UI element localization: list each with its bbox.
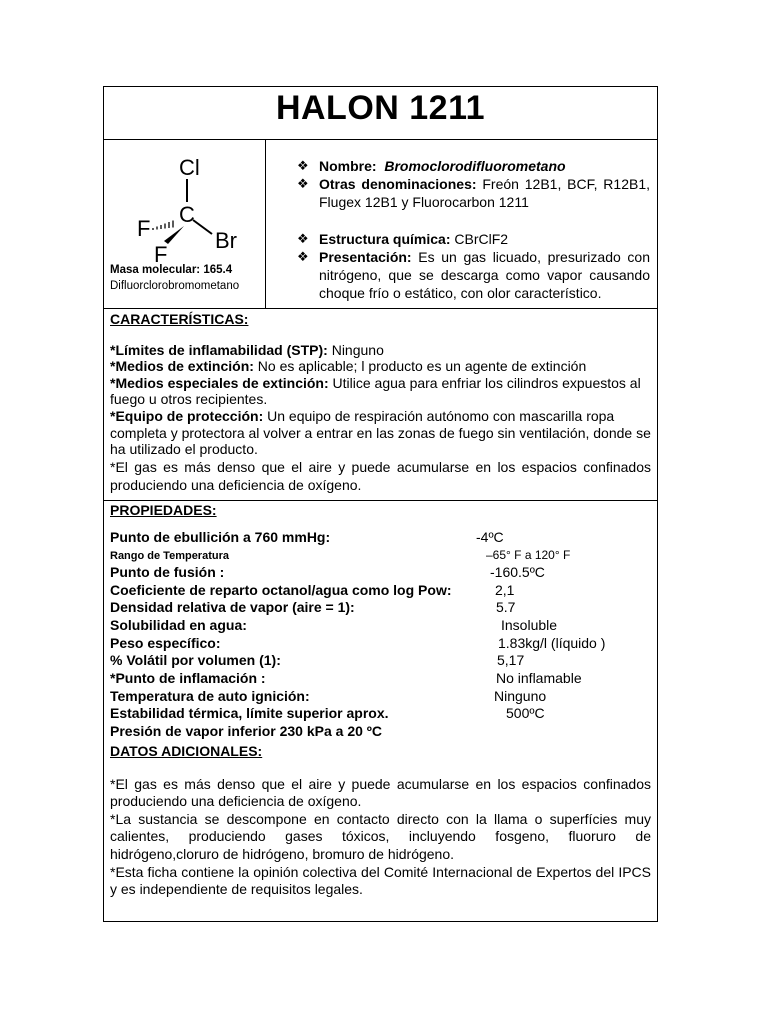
atom-cl: Cl <box>179 155 200 180</box>
property-label: Punto de ebullición a 760 mmHg: <box>110 528 331 545</box>
diamond-bullet-icon: ❖ <box>297 158 309 173</box>
additional-paragraph: *El gas es más denso que el aire y puede acumularse en los espacios confinados produciendo una deficiencia de oxígeno. <box>110 775 651 810</box>
characteristic-label: *Medios de extinción: <box>110 358 254 375</box>
property-label: Coeficiente de reparto octanol/agua como log Pow: <box>110 581 452 598</box>
identity-list <box>297 157 650 302</box>
property-label: *Punto de inflamación : <box>110 670 266 687</box>
section-title: CARACTERÍSTICAS: <box>110 311 249 327</box>
molecular-mass: Masa molecular: 165.4 <box>110 264 233 276</box>
diamond-bullet-icon: ❖ <box>297 248 309 264</box>
property-row <box>110 529 651 547</box>
property-value: 2,1 <box>495 581 515 598</box>
identity-item-estructura <box>297 230 650 248</box>
property-label: Densidad relativa de vapor (aire = 1): <box>110 599 355 616</box>
section-title: DATOS ADICIONALES: <box>110 743 263 759</box>
characteristics-row <box>104 309 657 501</box>
identity-label: Otras denominaciones: <box>319 176 477 193</box>
property-label: Estabilidad térmica, límite superior aprox. <box>110 705 389 722</box>
atom-f-bottom: F <box>154 242 168 262</box>
diamond-bullet-icon: ❖ <box>297 176 309 192</box>
property-row <box>110 546 651 564</box>
property-row <box>110 670 651 688</box>
property-value: 1.83kg/l (líquido ) <box>498 634 606 651</box>
characteristic-value: Un equipo de respiración autónomo con mascarilla ropa completa y protectora al volver a entrar en las zonas de fuego sin ventilación, donde se ha utilizado el producto. <box>110 407 651 458</box>
identity-value: Freón 12B1, BCF, R12B1, Flugex 12B1 y Fluorocarbon 1211 <box>319 176 651 211</box>
property-row <box>110 723 651 741</box>
title-row <box>104 87 657 140</box>
property-value: –65° F a 120° F <box>486 548 571 563</box>
characteristic-label: *Medios especiales de extinción: <box>110 374 329 391</box>
property-label: Temperatura de auto ignición: <box>110 687 310 704</box>
characteristic-item <box>110 408 651 458</box>
characteristic-item <box>110 358 651 375</box>
property-value: Ninguno <box>494 687 547 704</box>
identity-label: Presentación: <box>319 248 412 265</box>
property-row <box>110 564 651 582</box>
property-row <box>110 652 651 670</box>
property-value: -4ºC <box>476 528 504 545</box>
characteristic-note: *El gas es más denso que el aire y puede acumularse en los espacios confinados produciendo una deficiencia de oxígeno. <box>110 458 651 493</box>
iupac-name: Difluorclorobromometano <box>110 280 240 292</box>
identity-value: CBrClF2 <box>454 230 509 247</box>
property-value: 5.7 <box>496 599 516 616</box>
additional-data-row <box>104 743 657 921</box>
property-row <box>110 705 651 723</box>
section-title: PROPIEDADES: <box>110 502 217 518</box>
characteristics-section <box>110 311 651 494</box>
identity-item-otras <box>297 175 650 211</box>
property-row <box>110 635 651 653</box>
property-label: Punto de fusión : <box>110 563 225 580</box>
identity-value: Es un gas licuado, presurizado con nitrógeno, que se descarga como vapor causando choque frío o estático, con olor característico. <box>319 248 650 302</box>
properties-section <box>110 502 651 741</box>
atom-f-left: F <box>137 216 151 241</box>
property-label: Rango de Temperatura <box>110 550 229 563</box>
identity-item-nombre <box>297 157 650 175</box>
additional-paragraph: *Esta ficha contiene la opinión colectiva del Comité Internacional de Expertos del IPCS y es independiente de requisitos legales. <box>110 863 651 898</box>
molecule-structure-diagram <box>129 150 249 262</box>
property-row <box>110 617 651 635</box>
characteristic-label: *Equipo de protección: <box>110 407 264 424</box>
property-value: 5,17 <box>497 652 525 669</box>
identity-value: Bromoclorodifluorometano <box>384 158 566 174</box>
property-value: Insoluble <box>501 617 558 634</box>
property-label: % Volátil por volumen (1): <box>110 652 281 669</box>
bond-c-f-hashed <box>153 221 173 231</box>
characteristic-item <box>110 342 651 359</box>
property-value: No inflamable <box>496 670 582 687</box>
property-row <box>110 688 651 706</box>
identity-item-presentacion <box>297 248 650 303</box>
identity-row <box>104 140 657 309</box>
additional-data-section <box>110 743 651 899</box>
diamond-bullet-icon: ❖ <box>297 230 309 246</box>
property-label: Peso específico: <box>110 634 221 651</box>
additional-paragraph: *La sustancia se descompone en contacto directo con la llama o superfícies muy calientes, produciendo gases tóxicos, incluyendo fosgeno, fluoruro de hidrógeno,cloruro de hidrógeno, bromuro de hidrógeno. <box>110 810 651 862</box>
page-title: HALON 1211 <box>275 89 486 127</box>
property-label: Solubilidad en agua: <box>110 617 247 634</box>
characteristic-value: Utilice agua para enfriar los cilindros expuestos al fuego u otros recipientes. <box>110 374 641 408</box>
property-value: -160.5ºC <box>490 563 545 580</box>
identity-label: Nombre: <box>319 158 377 174</box>
property-row <box>110 582 651 600</box>
properties-row <box>104 501 657 743</box>
property-label: Presión de vapor inferior 230 kPa a 20 ºC <box>110 723 383 740</box>
property-value: 500ºC <box>506 705 545 722</box>
characteristic-label: *Límites de inflamabilidad (STP): <box>110 341 328 358</box>
property-row <box>110 599 651 617</box>
characteristic-value: No es aplicable; l producto es un agente de extinción <box>253 358 587 375</box>
atom-br: Br <box>215 228 237 253</box>
datasheet-table <box>103 86 658 922</box>
identity-label: Estructura química: <box>319 230 451 247</box>
structure-cell <box>104 140 266 308</box>
bond-c-br <box>193 220 212 234</box>
characteristic-value: Ninguno <box>327 341 384 358</box>
atom-c: C <box>179 202 195 227</box>
characteristic-item <box>110 375 651 408</box>
